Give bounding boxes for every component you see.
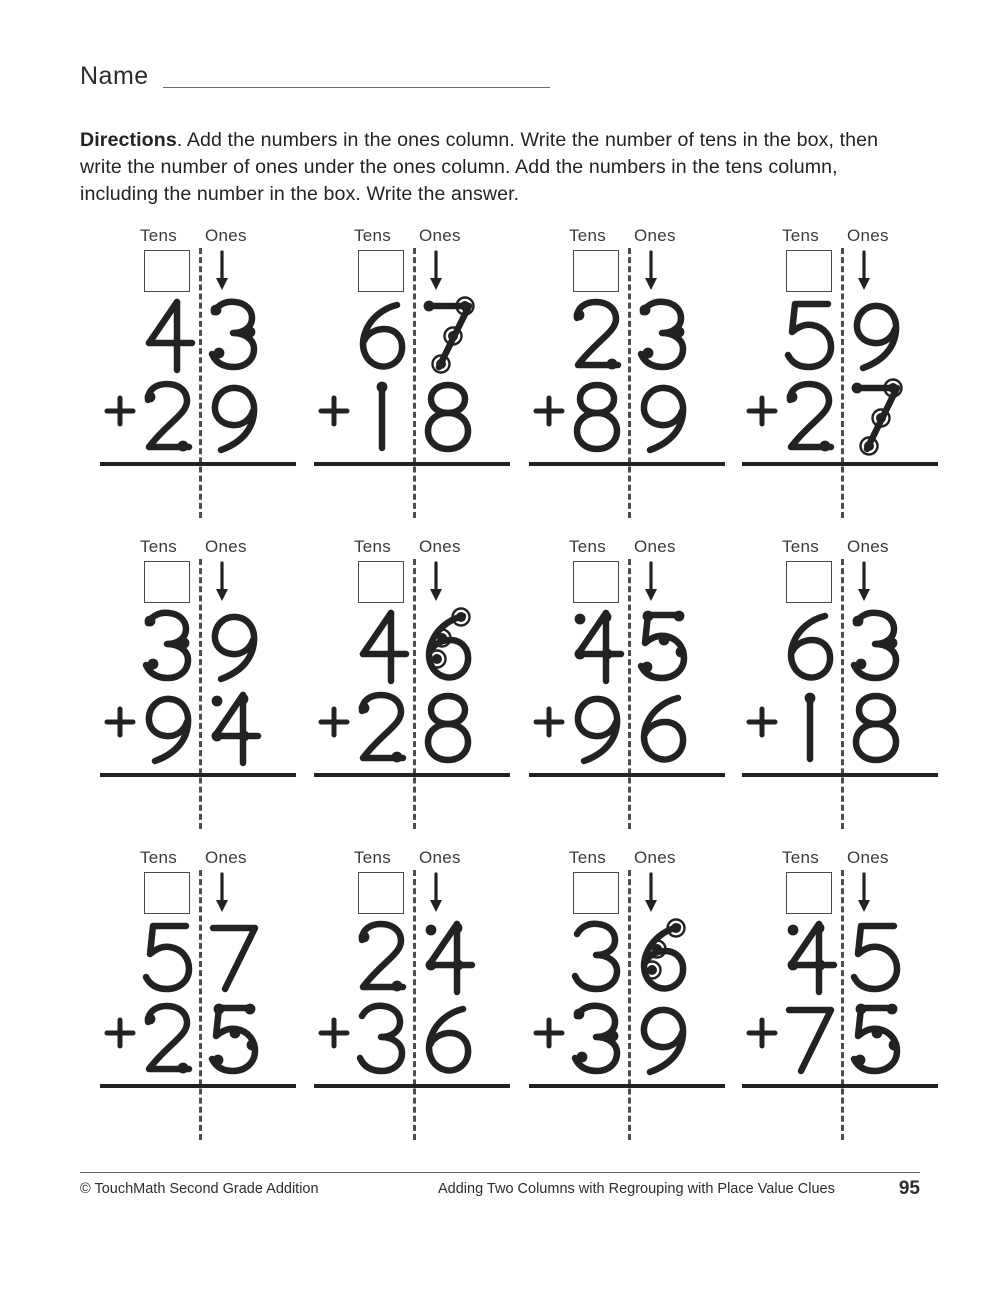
down-arrow-icon	[854, 872, 874, 914]
down-arrow-icon	[426, 872, 446, 914]
bottom-ones-digit	[845, 1000, 907, 1078]
place-value-headers	[322, 537, 512, 559]
name-input-line[interactable]	[163, 87, 550, 88]
addend-bottom-3	[537, 378, 727, 456]
addend-top-2	[322, 296, 512, 374]
tens-column-label: Tens	[569, 537, 607, 556]
bottom-ones-digit	[203, 689, 265, 767]
addend-top-1	[108, 296, 298, 374]
addition-problem-4	[750, 222, 940, 522]
tens-column-label: Tens	[354, 226, 392, 245]
tens-column-label: Tens	[569, 848, 607, 867]
tens-column-label: Tens	[140, 537, 178, 556]
top-ones-digit	[632, 296, 694, 374]
top-tens-digit	[779, 918, 841, 996]
carry-box-7[interactable]	[573, 561, 619, 603]
tens-column-label: Tens	[140, 226, 178, 245]
bottom-ones-digit	[845, 378, 907, 456]
carry-box-8[interactable]	[786, 561, 832, 603]
carry-box-11[interactable]	[573, 872, 619, 914]
ones-column-label: Ones	[205, 537, 247, 556]
answer-line	[100, 773, 296, 777]
bottom-tens-digit	[779, 689, 841, 767]
bottom-tens-digit	[137, 378, 199, 456]
place-value-headers	[537, 226, 727, 248]
answer-line	[314, 1084, 510, 1088]
problem-row	[0, 533, 1000, 844]
bottom-ones-digit	[203, 1000, 265, 1078]
down-arrow-icon	[212, 561, 232, 603]
plus-operator-icon	[745, 394, 779, 428]
tens-column-label: Tens	[354, 848, 392, 867]
directions-lead: Directions	[80, 129, 177, 151]
carry-box-12[interactable]	[786, 872, 832, 914]
ones-column-label: Ones	[634, 537, 676, 556]
ones-column-label: Ones	[205, 226, 247, 245]
plus-operator-icon	[103, 705, 137, 739]
ones-column-label: Ones	[847, 848, 889, 867]
addition-problem-5	[108, 533, 298, 833]
tens-column-label: Tens	[782, 537, 820, 556]
problem-expression	[537, 222, 538, 223]
problem-expression	[108, 533, 109, 534]
top-tens-digit	[137, 607, 199, 685]
bottom-tens-digit	[351, 1000, 413, 1078]
carry-box-10[interactable]	[358, 872, 404, 914]
bottom-tens-digit	[779, 378, 841, 456]
down-arrow-icon	[426, 561, 446, 603]
addition-problem-1	[108, 222, 298, 522]
tens-column-label: Tens	[140, 848, 178, 867]
place-value-headers	[537, 848, 727, 870]
directions-lead-punct: .	[176, 129, 183, 151]
bottom-tens-digit	[779, 1000, 841, 1078]
addend-bottom-8	[750, 689, 940, 767]
bottom-tens-digit	[137, 1000, 199, 1078]
down-arrow-icon	[426, 250, 446, 292]
bottom-ones-digit	[632, 689, 694, 767]
carry-box-9[interactable]	[144, 872, 190, 914]
ones-column-label: Ones	[419, 537, 461, 556]
plus-operator-icon	[317, 705, 351, 739]
problem-expression	[750, 533, 751, 534]
top-tens-digit	[351, 918, 413, 996]
top-tens-digit	[137, 296, 199, 374]
place-value-headers	[750, 537, 940, 559]
top-tens-digit	[566, 607, 628, 685]
carry-box-4[interactable]	[786, 250, 832, 292]
down-arrow-icon	[212, 872, 232, 914]
problem-row	[0, 844, 1000, 1155]
tens-column-label: Tens	[782, 226, 820, 245]
bottom-tens-digit	[566, 1000, 628, 1078]
down-arrow-icon	[854, 250, 874, 292]
addend-top-8	[750, 607, 940, 685]
problem-expression	[108, 844, 109, 845]
answer-line	[100, 462, 296, 466]
top-ones-digit	[417, 918, 479, 996]
down-arrow-icon	[641, 561, 661, 603]
carry-box-6[interactable]	[358, 561, 404, 603]
problem-expression	[750, 222, 751, 223]
addend-bottom-9	[108, 1000, 298, 1078]
top-tens-digit	[779, 296, 841, 374]
plus-operator-icon	[532, 394, 566, 428]
addend-bottom-5	[108, 689, 298, 767]
down-arrow-icon	[641, 250, 661, 292]
tens-column-label: Tens	[354, 537, 392, 556]
carry-box-1[interactable]	[144, 250, 190, 292]
answer-line	[314, 773, 510, 777]
place-value-headers	[108, 848, 298, 870]
answer-line	[100, 1084, 296, 1088]
top-ones-digit	[203, 607, 265, 685]
bottom-ones-digit	[632, 378, 694, 456]
addend-top-6	[322, 607, 512, 685]
place-value-headers	[750, 226, 940, 248]
answer-line	[742, 1084, 938, 1088]
addend-top-3	[537, 296, 727, 374]
addend-top-4	[750, 296, 940, 374]
problem-expression	[537, 844, 538, 845]
addend-bottom-6	[322, 689, 512, 767]
ones-column-label: Ones	[634, 848, 676, 867]
name-label: Name	[80, 62, 149, 90]
answer-line	[314, 462, 510, 466]
answer-line	[529, 462, 725, 466]
top-ones-digit	[845, 296, 907, 374]
name-field-row	[80, 62, 550, 93]
carry-box-5[interactable]	[144, 561, 190, 603]
addition-problem-10	[322, 844, 512, 1144]
problem-expression	[108, 222, 109, 223]
addend-bottom-1	[108, 378, 298, 456]
ones-column-label: Ones	[634, 226, 676, 245]
addend-bottom-10	[322, 1000, 512, 1078]
bottom-ones-digit	[632, 1000, 694, 1078]
directions-text: Add the numbers in the ones column. Write the number of tens in the box, then write the number of ones under the ones column. Add the numbers in the tens column, including the number in the box. Write the answer.	[80, 129, 879, 205]
problem-expression	[322, 222, 323, 223]
place-value-headers	[108, 226, 298, 248]
down-arrow-icon	[641, 872, 661, 914]
bottom-tens-digit	[566, 378, 628, 456]
addend-top-11	[537, 918, 727, 996]
addition-problem-11	[537, 844, 727, 1144]
ones-column-label: Ones	[419, 848, 461, 867]
top-tens-digit	[351, 296, 413, 374]
problem-expression	[322, 533, 323, 534]
carry-box-2[interactable]	[358, 250, 404, 292]
place-value-headers	[322, 226, 512, 248]
bottom-tens-digit	[137, 689, 199, 767]
addition-problem-7	[537, 533, 727, 833]
answer-line	[742, 462, 938, 466]
addend-top-10	[322, 918, 512, 996]
answer-line	[742, 773, 938, 777]
problem-row	[0, 222, 1000, 533]
plus-operator-icon	[103, 394, 137, 428]
place-value-headers	[322, 848, 512, 870]
top-tens-digit	[351, 607, 413, 685]
place-value-headers	[537, 537, 727, 559]
plus-operator-icon	[317, 394, 351, 428]
plus-operator-icon	[745, 1016, 779, 1050]
bottom-tens-digit	[566, 689, 628, 767]
addend-bottom-7	[537, 689, 727, 767]
addition-problem-9	[108, 844, 298, 1144]
top-ones-digit	[203, 918, 265, 996]
problem-expression	[537, 533, 538, 534]
top-tens-digit	[566, 296, 628, 374]
plus-operator-icon	[103, 1016, 137, 1050]
problem-grid	[0, 222, 1000, 1155]
footer-divider	[80, 1172, 920, 1173]
place-value-headers	[750, 848, 940, 870]
addition-problem-12	[750, 844, 940, 1144]
problem-expression	[322, 844, 323, 845]
top-ones-digit	[845, 607, 907, 685]
tens-column-label: Tens	[782, 848, 820, 867]
tens-column-label: Tens	[569, 226, 607, 245]
addend-top-5	[108, 607, 298, 685]
place-value-headers	[108, 537, 298, 559]
bottom-ones-digit	[417, 378, 479, 456]
plus-operator-icon	[317, 1016, 351, 1050]
ones-column-label: Ones	[419, 226, 461, 245]
addition-problem-8	[750, 533, 940, 833]
footer-page-number: 95	[898, 1178, 920, 1199]
addend-top-7	[537, 607, 727, 685]
bottom-ones-digit	[417, 689, 479, 767]
top-ones-digit	[417, 296, 479, 374]
down-arrow-icon	[854, 561, 874, 603]
top-tens-digit	[566, 918, 628, 996]
bottom-ones-digit	[845, 689, 907, 767]
top-ones-digit	[417, 607, 479, 685]
bottom-ones-digit	[417, 1000, 479, 1078]
footer-title: Adding Two Columns with Regrouping with Place Value Clues	[438, 1181, 835, 1197]
top-ones-digit	[632, 918, 694, 996]
answer-line	[529, 1084, 725, 1088]
bottom-tens-digit	[351, 689, 413, 767]
addend-bottom-12	[750, 1000, 940, 1078]
plus-operator-icon	[532, 1016, 566, 1050]
footer-copyright: © TouchMath Second Grade Addition	[80, 1181, 319, 1197]
directions-paragraph	[80, 127, 920, 208]
addend-bottom-4	[750, 378, 940, 456]
ones-column-label: Ones	[847, 226, 889, 245]
addend-bottom-11	[537, 1000, 727, 1078]
footer	[80, 1178, 920, 1203]
top-tens-digit	[779, 607, 841, 685]
carry-box-3[interactable]	[573, 250, 619, 292]
top-ones-digit	[845, 918, 907, 996]
addition-problem-3	[537, 222, 727, 522]
bottom-ones-digit	[203, 378, 265, 456]
bottom-tens-digit	[351, 378, 413, 456]
problem-expression	[750, 844, 751, 845]
answer-line	[529, 773, 725, 777]
top-ones-digit	[632, 607, 694, 685]
ones-column-label: Ones	[847, 537, 889, 556]
addend-bottom-2	[322, 378, 512, 456]
top-ones-digit	[203, 296, 265, 374]
top-tens-digit	[137, 918, 199, 996]
plus-operator-icon	[532, 705, 566, 739]
addend-top-12	[750, 918, 940, 996]
plus-operator-icon	[745, 705, 779, 739]
down-arrow-icon	[212, 250, 232, 292]
addition-problem-6	[322, 533, 512, 833]
ones-column-label: Ones	[205, 848, 247, 867]
addition-problem-2	[322, 222, 512, 522]
addend-top-9	[108, 918, 298, 996]
